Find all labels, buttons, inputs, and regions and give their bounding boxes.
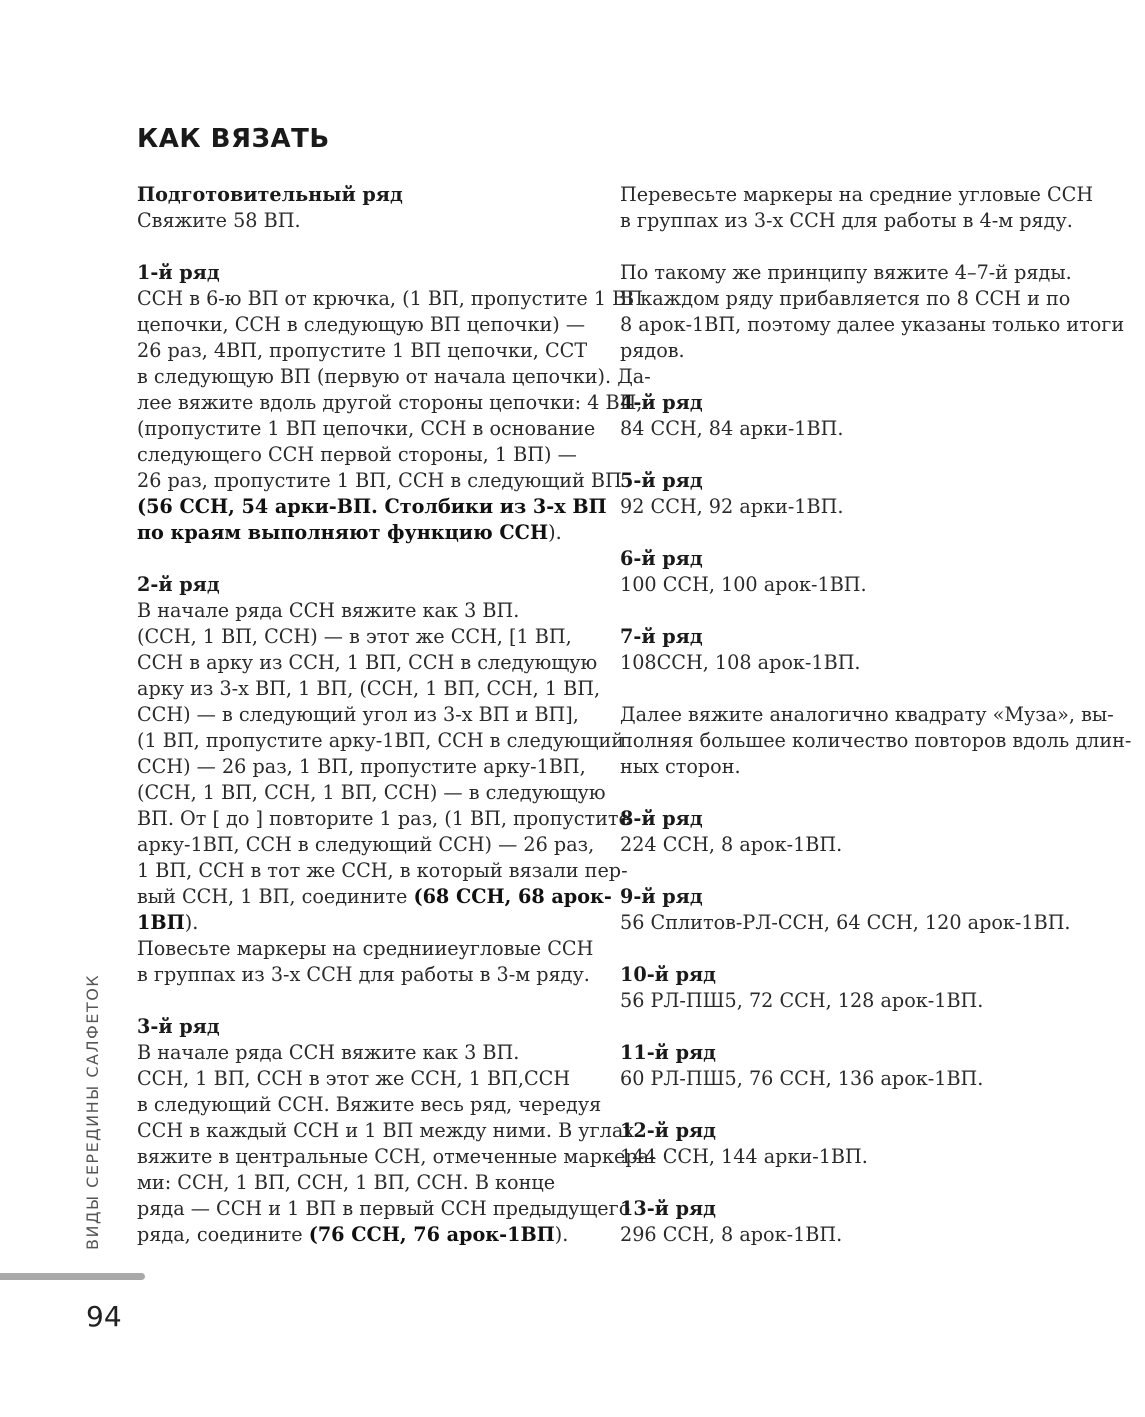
text-line: в следующую ВП (первую от начала цепочки). Да-: [137, 365, 651, 388]
text-line: Свяжите 58 ВП.: [137, 209, 301, 232]
text-line: рядов.: [620, 339, 685, 362]
text-line: ряда — ССН и 1 ВП в первый ССН предыдущего: [137, 1197, 631, 1220]
text-line: следующего ССН первой стороны, 1 ВП) —: [137, 443, 577, 466]
text-line: В каждом ряду прибавляется по 8 ССН и по: [620, 287, 1071, 310]
text-line: (ССН, 1 ВП, ССН) — в этот же ССН, [1 ВП,: [137, 625, 572, 648]
page-edge-bar: [0, 1273, 145, 1280]
text-line: В начале ряда ССН вяжите как 3 ВП.: [137, 599, 520, 622]
text-line: ССН) — 26 раз, 1 ВП, пропустите арку-1ВП,: [137, 755, 586, 778]
text-line: В начале ряда ССН вяжите как 3 ВП.: [137, 1041, 520, 1064]
text-line: Далее вяжите аналогично квадрату «Муза», вы-: [620, 703, 1114, 726]
text-line: 8 арок-1ВП, поэтому далее указаны только итоги: [620, 313, 1125, 336]
text-line: (ССН, 1 ВП, ССН, 1 ВП, ССН) — в следующую: [137, 781, 606, 804]
text-line: ССН в арку из ССН, 1 ВП, ССН в следующую: [137, 651, 598, 674]
text-line: лее вяжите вдоль другой стороны цепочки: 4 ВП,: [137, 391, 643, 414]
text-line: 224 ССН, 8 арок-1ВП.: [620, 833, 843, 856]
chapter-side-label: ВИДЫ СЕРЕДИНЫ САЛФЕТОК: [83, 973, 102, 1250]
text-line: 84 ССН, 84 арки-1ВП.: [620, 417, 844, 440]
text-line: 26 раз, 4ВП, пропустите 1 ВП цепочки, ССТ: [137, 339, 588, 362]
text-line: ных сторон.: [620, 755, 741, 778]
text-line: вяжите в центральные ССН, отмеченные маркера-: [137, 1145, 656, 1168]
text-line: [137, 520, 595, 546]
text-fragment: ).: [184, 911, 199, 934]
text-line: 56 РЛ-ПШ5, 72 ССН, 128 арок-1ВП.: [620, 989, 984, 1012]
section-row-10: [620, 962, 1070, 1014]
text-line: [137, 910, 595, 936]
text-line: (пропустите 1 ВП цепочки, ССН в основание: [137, 417, 596, 440]
text-fragment: ).: [554, 1223, 569, 1246]
section-row-7: [620, 624, 1070, 676]
section-row-2: [137, 572, 630, 988]
right-column: [620, 182, 1132, 1274]
text-line: ССН в каждый ССН и 1 ВП между ними. В углах: [137, 1119, 635, 1142]
section-heading: 13-й ряд: [620, 1197, 716, 1220]
section-heading: 5-й ряд: [620, 469, 703, 492]
text-line: 296 ССН, 8 арок-1ВП.: [620, 1223, 843, 1246]
section-prep-row: [137, 182, 595, 234]
text-line: 26 раз, пропустите 1 ВП, ССН в следующий ВП: [137, 469, 622, 492]
text-line: в группах из 3-х ССН для работы в 4-м ряду.: [620, 209, 1073, 232]
text-line: [137, 1222, 595, 1248]
section-row-8: [620, 806, 1070, 858]
text-line: цепочки, ССН в следующую ВП цепочки) —: [137, 313, 586, 336]
text-line: ВП. От [ до ] повторите 1 раз, (1 ВП, пропустите: [137, 807, 630, 830]
page-title: КАК ВЯЗАТЬ: [137, 124, 330, 154]
paragraph-principle: [620, 260, 1125, 364]
text-line: арку-1ВП, ССН в следующий ССН) — 26 раз,: [137, 833, 595, 856]
result-summary: (56 ССН, 54 арки-ВП. Столбики из 3-х ВП: [137, 495, 607, 518]
text-line: в следующий ССН. Вяжите весь ряд, чередуя: [137, 1093, 602, 1116]
text-line: ССН, 1 ВП, ССН в этот же ССН, 1 ВП,ССН: [137, 1067, 571, 1090]
text-line: 60 РЛ-ПШ5, 76 ССН, 136 арок-1ВП.: [620, 1067, 984, 1090]
section-row-12: [620, 1118, 1070, 1170]
text-fragment: вый ССН, 1 ВП, соедините: [137, 885, 414, 908]
section-heading: 9-й ряд: [620, 885, 703, 908]
section-heading: 11-й ряд: [620, 1041, 716, 1064]
section-heading: 6-й ряд: [620, 547, 703, 570]
text-line: 92 ССН, 92 арки-1ВП.: [620, 495, 844, 518]
text-line: 56 Сплитов-РЛ-ССН, 64 ССН, 120 арок-1ВП.: [620, 911, 1071, 934]
section-row-3: [137, 1014, 656, 1248]
section-row-5: [620, 468, 1070, 520]
text-fragment: ряда, соедините: [137, 1223, 309, 1246]
section-row-4: [620, 390, 1070, 442]
result-summary: 1ВП: [137, 911, 185, 934]
section-row-9: [620, 884, 1070, 936]
text-line: ми: ССН, 1 ВП, ССН, 1 ВП, ССН. В конце: [137, 1171, 556, 1194]
section-row-6: [620, 546, 1070, 598]
text-line: По такому же принципу вяжите 4–7-й ряды.: [620, 261, 1072, 284]
section-heading: 2-й ряд: [137, 573, 220, 596]
text-line: 1 ВП, ССН в тот же ССН, в который вязали пер-: [137, 859, 628, 882]
result-summary: (68 ССН, 68 арок-: [413, 885, 612, 908]
text-line: [137, 884, 612, 910]
text-line: арку из 3-х ВП, 1 ВП, (ССН, 1 ВП, ССН, 1 ВП,: [137, 677, 601, 700]
section-row-11: [620, 1040, 1070, 1092]
result-summary: по краям выполняют функцию ССН: [137, 521, 549, 544]
text-fragment: ).: [548, 521, 562, 544]
page-number: 94: [86, 1300, 122, 1333]
text-line: в группах из 3-х ССН для работы в 3-м ряду.: [137, 963, 590, 986]
text-line: ССН в 6-ю ВП от крючка, (1 ВП, пропустите 1 ВП: [137, 287, 643, 310]
text-line: Перевесьте маркеры на средние угловые ССН: [620, 183, 1094, 206]
text-line: 144 ССН, 144 арки-1ВП.: [620, 1145, 868, 1168]
paragraph-markers: [620, 182, 1094, 234]
section-heading: Подготовительный ряд: [137, 183, 403, 206]
text-line: полняя большее количество повторов вдоль длин-: [620, 729, 1132, 752]
text-line: 100 ССН, 100 арок-1ВП.: [620, 573, 867, 596]
paragraph-further: [620, 702, 1132, 780]
text-line: 108ССН, 108 арок-1ВП.: [620, 651, 861, 674]
section-heading: 1-й ряд: [137, 261, 220, 284]
text-line: ССН) — в следующий угол из 3-х ВП и ВП],: [137, 703, 579, 726]
text-line: (1 ВП, пропустите арку-1ВП, ССН в следующий: [137, 729, 625, 752]
section-heading: 10-й ряд: [620, 963, 716, 986]
section-row-1: [137, 260, 651, 546]
section-heading: 4-й ряд: [620, 391, 703, 414]
section-heading: 3-й ряд: [137, 1015, 220, 1038]
section-heading: 8-й ряд: [620, 807, 703, 830]
result-summary: (76 ССН, 76 арок-1ВП: [308, 1223, 555, 1246]
text-line: Повесьте маркеры на среднииеугловые ССН: [137, 937, 594, 960]
section-heading: 12-й ряд: [620, 1119, 716, 1142]
section-heading: 7-й ряд: [620, 625, 703, 648]
section-row-13: [620, 1196, 1070, 1248]
